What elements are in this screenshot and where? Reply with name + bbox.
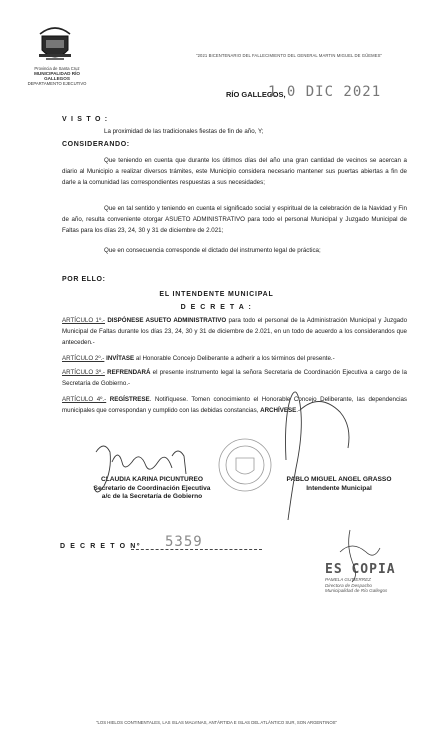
copy-role-2: Municipalidad de Río Gallegos [325,588,388,593]
decreto-label: D E C R E T O Nº [60,543,142,550]
header-province: Provincia de Santa Cruz [34,66,80,71]
considerando-label: CONSIDERANDO: [62,141,130,148]
secretary-name: CLAUDIA KARINA PICUNTUREO [100,476,204,483]
municipal-crest-icon [36,24,74,64]
signature-intendente [280,476,398,493]
article-3-number: ARTÍCULO 3º.- [62,369,105,376]
considerando-p2: Que en tal sentido y teniendo en cuenta el significado social y espiritual de la celebración de la Navidad y Fin de año, resulta conveniente otorgar ASUETO ADMINISTRATIVO para todo el personal Municipal y Juzgado Municipal de Faltas para los días 23, 24, 30 y 31 de diciembre de 2.021; [62,205,407,234]
article-4-verb: REGÍSTRESE [109,396,150,403]
considerando-p3: Que en consecuencia corresponde el dictado del instrumento legal de práctica; [104,247,321,254]
date-stamp: 1 0 DIC 2021 [268,84,382,100]
article-1-verb: DISPÓNESE ASUETO ADMINISTRATIVO [107,317,227,324]
article-2-text: al Honorable Concejo Deliberante a adherir a los términos del presente.- [134,355,335,362]
copy-name: PAMELA GUTIERREZ [325,577,371,582]
header-municipality: MUNICIPALIDAD RÍO GALLEGOS [34,71,80,81]
article-3-text: el presente instrumento legal la señora Secretaria de Coordinación Ejecutiva a cargo de la Secretaría de Gobierno.- [62,369,407,387]
article-1-text: para todo el personal de la Administración Municipal y Juzgado Municipal de Faltas durante los días 23, 24, 30 y 31 de diciembre de 2.021, en un todo de acuerdo a los considerandos que anteceden.- [62,317,408,346]
considerando-p1: Que teniendo en cuenta que durante los últimos días del año una gran cantidad de vecinos se acercan a diario al Municipio a realizar diversos trámites, este Municipio considera necesario mantener sus puertas abiertas a fin de darle a la comunidad las correspondientes respuestas a sus necesidades; [62,157,407,186]
article-4-archivese: ARCHÍVESE [260,406,297,414]
article-3-verb: REFRENDARÁ [107,369,151,376]
visto-label: V I S T O : [62,116,109,123]
footer-motto: "LOS HIELOS CONTINENTALES, LAS ISLAS MALVINAS, ANTÁRTIDA E ISLAS DEL ATLÁNTICO SUR, SON ARGENTINOS" [95,720,338,725]
header-institution [22,66,92,86]
article-4-text: . Notifíquese. Tomen conocimiento el Honorable Concejo Deliberante, las dependencias municipales que correspondan y cumplido con las debidas constancias, [62,396,408,414]
article-4-tail: .- [296,406,301,414]
article-3 [62,368,407,390]
decreto-number: 5359 [165,534,203,550]
copy-role: Directora de Despacho [325,582,372,588]
article-1 [62,316,407,348]
article-4-number: ARTÍCULO 4º.- [62,396,107,403]
copy-stamp [325,562,415,594]
secretary-role: Secretario de Coordinación Ejecutiva [93,484,211,492]
article-4 [62,395,407,417]
intendente-name: PABLO MIGUEL ANGEL GRASSO [286,476,392,483]
municipal-seal-icon [219,439,271,491]
visto-text: La proximidad de las tradicionales fiestas de fin de año, Y; [104,128,264,135]
secretary-role-2: a/c de la Secretaría de Gobierno [101,493,203,500]
signature-secretary [82,476,222,502]
header-motto: "2021 BICENTENARIO DEL FALLECIMIENTO DEL GENERAL MARTIN MIGUEL DE GÜEMES" [196,53,383,58]
place-label: RÍO GALLEGOS, [226,90,286,99]
header-department: DEPARTAMENTO EJECUTIVO [27,81,87,86]
intendente-title: EL INTENDENTE MUNICIPAL [159,291,274,298]
decreta-heading: D E C R E T A : [180,304,253,311]
intendente-role: Intendente Municipal [306,484,372,492]
copy-label: ES COPIA [325,562,396,577]
article-1-number: ARTÍCULO 1º.- [62,317,105,324]
article-2-number: ARTÍCULO 2º.- [62,355,105,362]
article-2 [62,354,407,365]
por-ello-label: POR ELLO: [62,276,106,283]
article-2-verb: INVÍTASE [106,355,135,362]
